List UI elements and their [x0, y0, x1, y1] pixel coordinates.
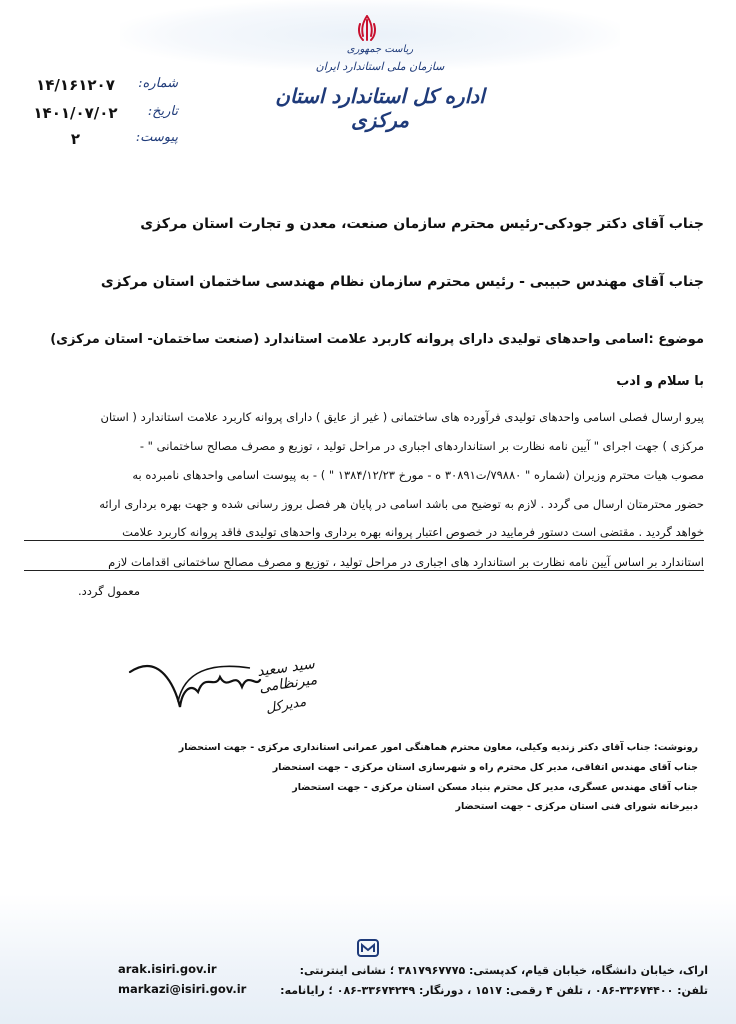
cc-line: دبیرخانه شورای فنی استان مرکزی - جهت استحضار — [455, 801, 698, 812]
body-line: استاندارد بر اساس آیین نامه نظارت بر استاندارد های اجباری در مراحل تولید ، توزیع و مصرف مصالح ساختمانی اقدامات لازم — [24, 555, 704, 571]
attachment-value: ۲ — [70, 130, 81, 148]
body-line: مرکزی ) جهت اجرای " آیین نامه نظارت بر استانداردهای اجباری در مراحل تولید ، توزیع و مصرف مصالح ساختمانی " - — [139, 439, 704, 453]
greeting: با سلام و ادب — [616, 374, 704, 389]
presidency-label: ریاست جمهوری — [346, 44, 414, 55]
footer-watermark — [0, 894, 736, 1024]
organization-label: سازمان ملی استاندارد ایران — [315, 60, 445, 73]
body-closing: معمول گردد. — [77, 584, 140, 598]
cc-line: جناب آقای مهندس عسگری، مدیر کل محترم بنیاد مسکن استان مرکزی - جهت استحضار — [292, 782, 698, 793]
letter-date-value: ۱۴۰۱/۰۷/۰۲ — [33, 104, 118, 122]
body-line: پیرو ارسال فصلی اسامی واحدهای تولیدی فرآورده های ساختمانی ( غیر از عایق ) دارای پروانه کاربرد علامت استاندارد ( استان — [100, 410, 704, 424]
recipient-1: جناب آقای دکتر جودکی-رئیس محترم سازمان صنعت، معدن و تجارت استان مرکزی — [140, 216, 704, 232]
letter-number-label: شماره: — [138, 76, 178, 91]
letter-number-value: ۱۴/۱۶۱۲۰۷ — [36, 76, 115, 94]
recipient-2: جناب آقای مهندس حبیبی - رئیس محترم سازمان نظام مهندسی ساختمان استان مرکزی — [100, 274, 704, 290]
attachment-row — [28, 130, 178, 152]
cc-line: رونوشت: جناب آقای دکتر زندیه وکیلی، معاون محترم هماهنگی امور عمرانی استانداری مرکزی - جهت استحضار — [178, 742, 698, 753]
letter-date-row — [28, 104, 178, 126]
signatory-name: سید سعید میرنظامی — [256, 656, 319, 696]
subject-line: موضوع :اسامی واحدهای تولیدی دارای پروانه کاربرد علامت استاندارد (صنعت ساختمان- استان مرکزی) — [50, 332, 704, 347]
signatory-title: مدیرکل — [264, 694, 308, 717]
iran-emblem-icon — [352, 14, 382, 46]
footer-address: اراک، خیابان دانشگاه، خیابان قیام، کدپستی: ۳۸۱۷۹۶۷۷۷۵ ؛ نشانی اینترنتی: — [299, 964, 708, 977]
body-line — [0, 584, 140, 598]
body-line: حضور محترمتان ارسال می گردد . لازم به توضیح می باشد اسامی در پایان هر فصل بروز رسانی شده و جهت بهره برداری ارائه — [99, 497, 704, 511]
body-line: مصوب هیات محترم وزیران (شماره " ۷۹۸۸۰/ت۳۰۸۹۱ ه - مورخ ۱۳۸۴/۱۲/۲۳ " ) - به پیوست اسامی واحدهای نامبرده به — [132, 468, 704, 482]
body-line: خواهد گردید . مقتضی است دستور فرمایید در خصوص اعتبار پروانه بهره برداری واحدهای تولیدی فاقد پروانه کاربرد علامت — [24, 525, 704, 541]
isiri-logo-icon — [356, 938, 380, 958]
attachment-label: پیوست: — [135, 130, 178, 145]
letter-date-label: تاریخ: — [147, 104, 178, 119]
footer-phones: تلفن: ۳۳۶۷۴۴۰۰-۰۸۶ ، تلفن ۴ رقمی: ۱۵۱۷ ، دورنگار: ۳۳۶۷۴۲۴۹-۰۸۶ ؛ رایانامه: — [280, 984, 708, 997]
letter-number-row — [28, 76, 178, 98]
footer-email: markazi@isiri.gov.ir — [118, 982, 247, 996]
footer-website: arak.isiri.gov.ir — [118, 962, 217, 976]
office-title: اداره کل استاندارد استان مرکزی — [275, 84, 485, 132]
cc-line: جناب آقای مهندس اتفاقی، مدیر کل محترم راه و شهرسازی استان مرکزی - جهت استحضار — [272, 762, 698, 773]
